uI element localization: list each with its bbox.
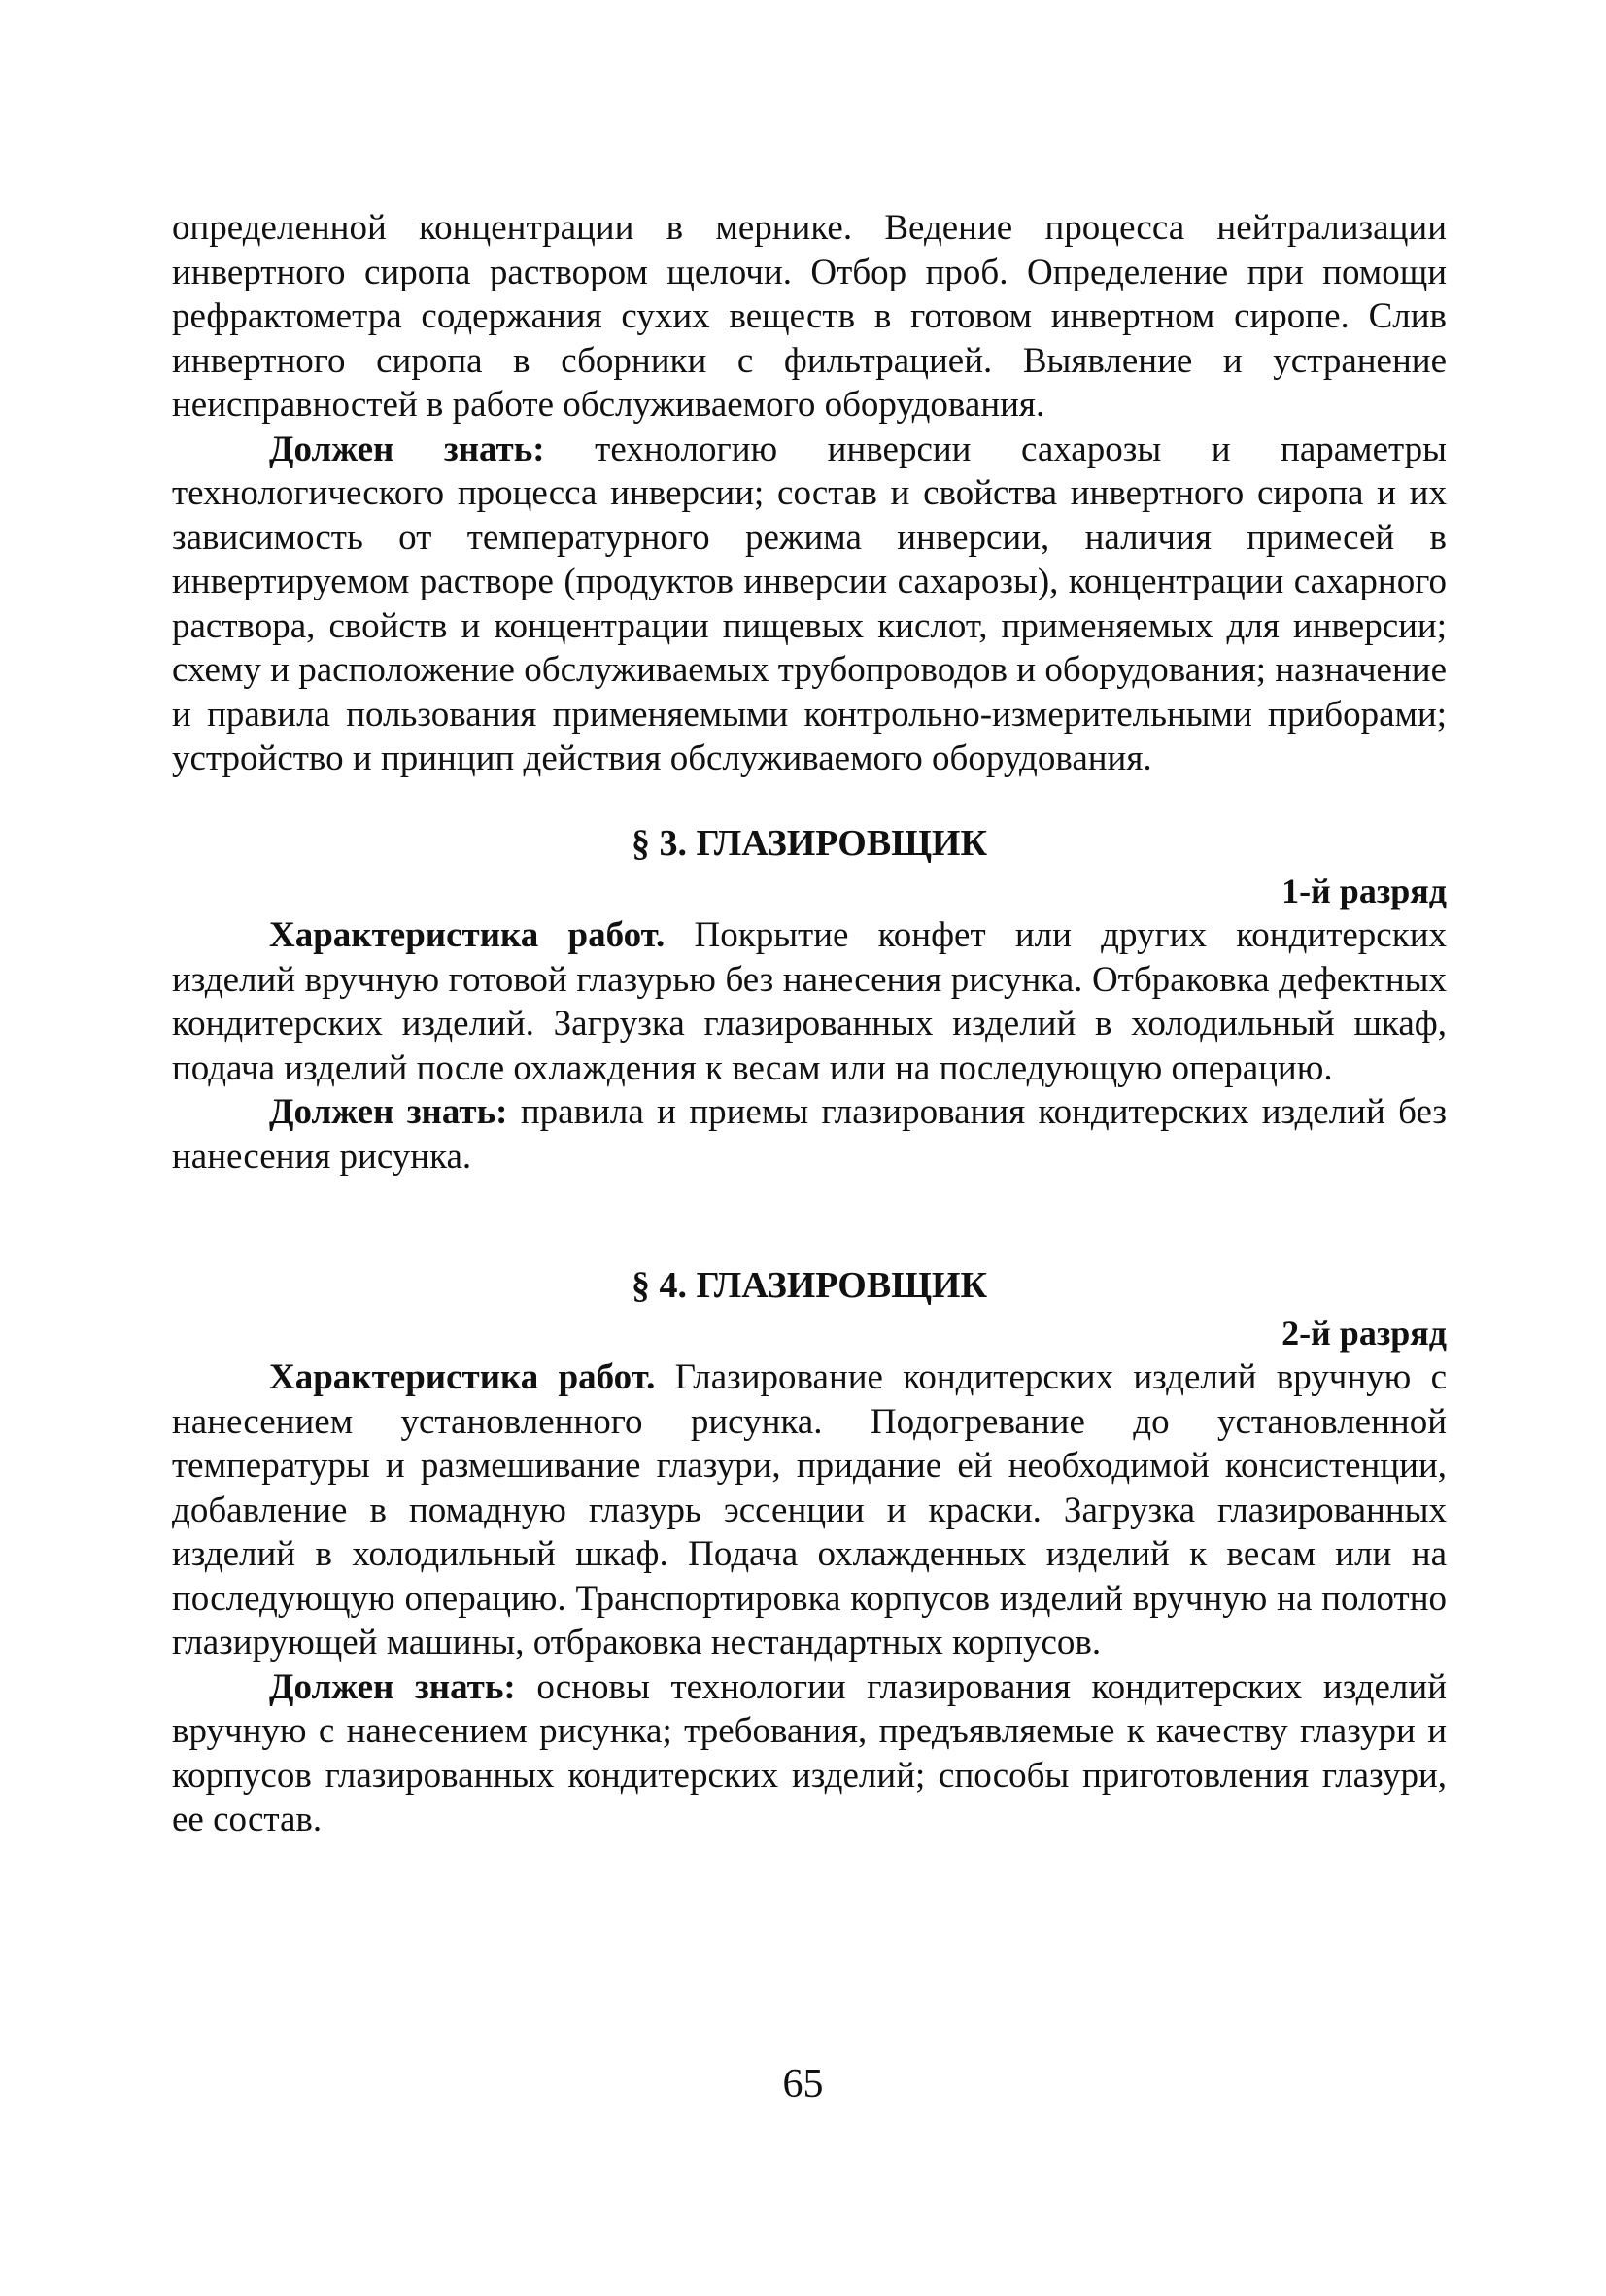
section-3-requirements [172, 1090, 1447, 1179]
must-know-text: основы технологии глазирования кондитерских изделий вручную с нанесением рисунка; требования, предъявляемые к качеству глазури и корпусов глазированных кондитерских изделий; способы приготовления глазури, ее состав. [172, 1666, 1447, 1839]
section-3-characteristics [172, 913, 1447, 1090]
requirements-paragraph [172, 428, 1447, 781]
page-number: 65 [782, 2062, 824, 2107]
must-know-label: Должен знать: [269, 1666, 516, 1707]
section-3-grade: 1-й разряд [1281, 872, 1447, 910]
section-4-requirements [172, 1665, 1447, 1842]
characteristics-label: Характеристика работ. [269, 1357, 656, 1397]
must-know-text: правила и приемы глазирования кондитерских изделий без нанесения рисунка. [172, 1092, 1447, 1177]
intro-text-block [172, 206, 1447, 781]
characteristics-text: Глазирование кондитерских изделий вручную с нанесением установленного рисунка. Подогревание до установленной температуры и размешивание глазури, придание ей необходимой консистенции, добавление в помадную глазурь эссенции и краски. Загрузка глазированных изделий в холодильный шкаф. Подача охлажденных изделий к весам или на последующую операцию. Транспортировка корпусов изделий вручную на полотно глазирующей машины, отбраковка нестандартных корпусов. [172, 1357, 1447, 1662]
section-3-text-block [172, 913, 1447, 1179]
must-know-label: Должен знать: [269, 1092, 508, 1132]
section-4-heading: § 4. ГЛАЗИРОВЩИК [631, 1265, 988, 1306]
must-know-text: технологию инверсии сахарозы и параметры технологического процесса инверсии; состав и свойства инвертного сиропа и их зависимость от температурного режима инверсии, наличия примесей в инвертируемом растворе (продуктов инверсии сахарозы), концентрации сахарного раствора, свойств и концентрации пищевых кислот, применяемых для инверсии; схему и расположение обслуживаемых трубопроводов и оборудования; назначение и правила пользования применяемыми контрольно-измерительными приборами; устройство и принцип действия обслуживаемого оборудования. [172, 428, 1447, 778]
must-know-label: Должен знать: [269, 428, 545, 469]
characteristics-text: Покрытие конфет или других кондитерских изделий вручную готовой глазурью без нанесения рисунка. Отбраковка дефектных кондитерских изделий. Загрузка глазированных изделий в холодильный шкаф, подача изделий после охлаждения к весам или на последующую операцию. [172, 915, 1448, 1088]
section-3-heading: § 3. ГЛАЗИРОВЩИК [631, 823, 988, 864]
characteristics-label: Характеристика работ. [269, 915, 666, 955]
section-4-grade: 2-й разряд [1281, 1314, 1447, 1353]
section-4-text-block [172, 1355, 1447, 1842]
section-4-characteristics [172, 1355, 1447, 1665]
continued-paragraph: определенной концентрации в мернике. Ведение процесса нейтрализации инвертного сиропа раствором щелочи. Отбор проб. Определение при помощи рефрактометра содержания сухих веществ в готовом инвертном сиропе. Слив инвертного сиропа в сборники с фильтрацией. Выявление и устранение неисправностей в работе обслуживаемого оборудования. [172, 208, 1447, 425]
